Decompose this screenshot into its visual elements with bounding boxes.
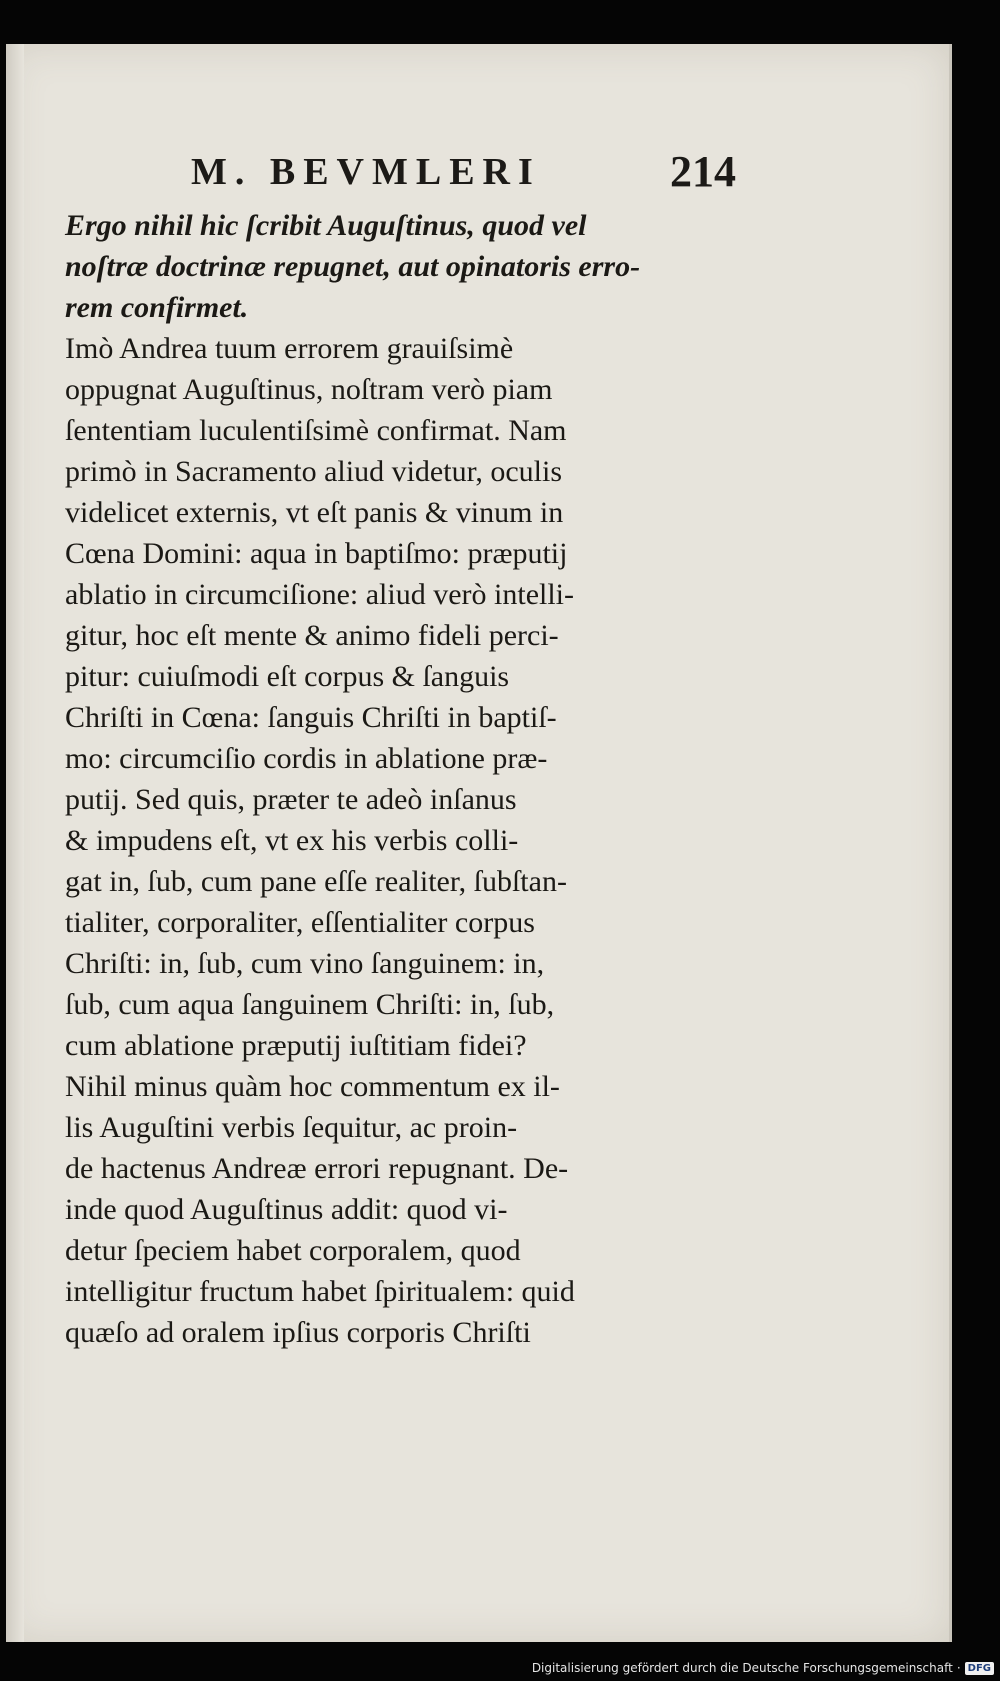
page-gutter-edge	[6, 44, 24, 1642]
body-line: videlicet externis, vt eſt panis & vinum in	[65, 496, 564, 529]
body-line: ſub, cum aqua ſanguinem Chriſti: in, ſub,	[65, 988, 555, 1021]
body-line: pitur: cuiuſmodi eſt corpus & ſanguis	[65, 660, 510, 693]
running-head	[191, 147, 736, 200]
body-line: de hactenus Andreæ errori repugnant. De-	[65, 1152, 569, 1185]
funding-imprint	[532, 1657, 994, 1679]
dfg-logo-icon: DFG	[965, 1662, 994, 1675]
body-line: Cœna Domini: aqua in baptiſmo: præputij	[65, 537, 568, 570]
text-block	[65, 205, 743, 1353]
body-line: Imò Andrea tuum errorem grauiſsimè	[65, 332, 514, 365]
body-line: primò in Sacramento aliud videtur, oculis	[65, 455, 563, 488]
body-line: intelligitur fructum habet ſpiritualem: quid	[65, 1275, 575, 1308]
imprint-separator: ·	[956, 1661, 961, 1675]
page-number: 214	[670, 147, 736, 196]
italic-line: Ergo nihil hic ſcribit Auguſtinus, quod vel	[65, 209, 587, 242]
running-title: M. BEVMLERI	[191, 151, 541, 193]
body-line: lis Auguſtini verbis ſequitur, ac proin-	[65, 1111, 518, 1144]
imprint-text: Digitalisierung gefördert durch die Deutsche Forschungsgemeinschaft	[531, 1661, 953, 1675]
body-line: detur ſpeciem habet corporalem, quod	[65, 1234, 521, 1267]
body-line: & impudens eſt, vt ex his verbis colli-	[65, 824, 519, 857]
body-line: ſententiam luculentiſsimè confirmat. Nam	[65, 414, 567, 447]
body-line: ablatio in circumciſione: aliud verò intelli-	[65, 578, 575, 611]
body-line: gitur, hoc eſt mente & animo fideli perci-	[65, 619, 559, 652]
body-line: tialiter, corporaliter, eſſentialiter corpus	[65, 906, 535, 939]
body-line: cum ablatione præputij iuſtitiam fidei?	[65, 1029, 527, 1062]
body-line: inde quod Auguſtinus addit: quod vi-	[65, 1193, 508, 1226]
italic-line: rem confirmet.	[65, 291, 249, 324]
body-line: Chriſti in Cœna: ſanguis Chriſti in baptiſ-	[65, 701, 557, 734]
body-line: quæſo ad oralem ipſius corporis Chriſti	[65, 1316, 531, 1349]
body-line: oppugnat Auguſtinus, noſtram verò piam	[65, 373, 553, 406]
body-line: mo: circumciſio cordis in ablatione præ-	[65, 742, 548, 775]
italic-line: noſtræ doctrinæ repugnet, aut opinatoris erro-	[65, 250, 641, 283]
body-line: Nihil minus quàm hoc commentum ex il-	[65, 1070, 560, 1103]
body-line: gat in, ſub, cum pane eſſe realiter, ſubſtan-	[65, 865, 567, 898]
body-line: Chriſti: in, ſub, cum vino ſanguinem: in,	[65, 947, 545, 980]
body-line: putij. Sed quis, præter te adeò inſanus	[65, 783, 517, 816]
